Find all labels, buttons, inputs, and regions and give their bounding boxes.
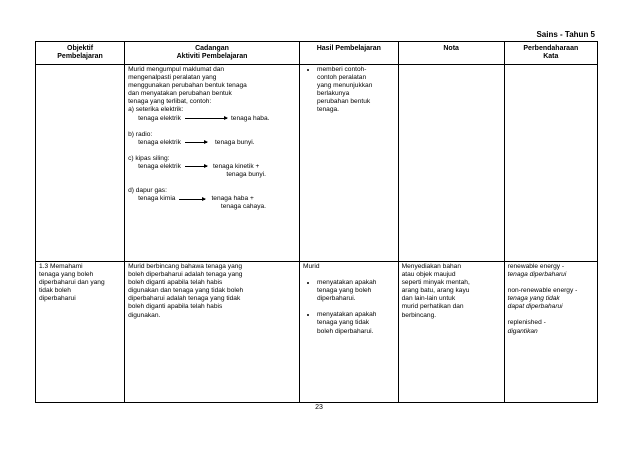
table-row — [36, 262, 598, 403]
vocab-term: non-renewable energy - — [507, 287, 578, 295]
energy-conversion: tenaga elektrik tenaga haba. — [138, 114, 270, 122]
objective-cell: 1.3 Memahami tenaga yang boleh diperbaharui dan yang tidak boleh diperbaharui — [36, 262, 125, 403]
header-hasil: Hasil Pembelajaran — [300, 42, 399, 65]
page-number: 23 — [315, 404, 323, 411]
objective-cell — [36, 65, 125, 262]
activity-text: dan menyatakan perubahan bentuk — [128, 90, 232, 98]
outcome-list — [303, 66, 395, 115]
activity-text: Murid mengumpul maklumat dan — [128, 66, 225, 73]
example-label: b) radio: — [128, 130, 153, 138]
energy-conversion: tenaga kimia tenaga haba + — [138, 195, 254, 203]
list-item: • memberi contoh- contoh peralatan yang menunjukkan berlakunya perubahan bentuk tenaga. — [317, 66, 395, 115]
vocab-term: renewable energy - — [507, 263, 565, 270]
energy-conversion: tenaga elektrik tenaga bunyi. — [138, 138, 255, 146]
energy-conversion: tenaga elektrik tenaga kinetik + — [138, 162, 260, 170]
table-row — [36, 65, 598, 262]
vocab-translation: tenaga yang tidak — [507, 295, 560, 303]
syllabus-table — [35, 41, 598, 403]
vocab-translation: digantikan — [507, 327, 538, 335]
header-nota: Nota — [398, 42, 504, 65]
activity-text: menggunakan perubahan bentuk tenaga — [128, 82, 247, 90]
vocab-cell — [504, 65, 597, 262]
list-item: • menyatakan apakah tenaga yang tidak boleh diperbaharui. — [317, 311, 395, 335]
arrow-right-icon — [185, 142, 207, 143]
table-header-row — [36, 42, 598, 65]
outcome-intro: Murid — [303, 263, 320, 270]
example-label: d) dapur gas: — [128, 187, 167, 195]
activity-text: mengenalpasti peralatan yang — [128, 74, 217, 82]
list-item: • menyatakan apakah tenaga yang boleh diperbaharui. — [317, 279, 395, 303]
activity-text: tenaga yang terlibat, contoh: — [128, 98, 212, 106]
outcome-list — [303, 279, 395, 336]
activity-cell: Murid mengumpul maklumat dan mengenalpasti peralatan yang menggunakan perubahan bentuk tenaga dan menyatakan perubahan bentuk tenaga yang terlibat, contoh: a) seterika elektrik: tenaga elektrik tenaga haba. b) radio: tenaga elektrik tenaga bunyi. c) kipas siling: tenaga elektrik tenaga kinetik + tenaga bunyi. d) dapur gas: tenaga kimia tenaga haba + tenaga cahaya. — [125, 65, 300, 262]
outcome-cell — [300, 65, 399, 262]
arrow-right-icon — [179, 199, 205, 200]
header-objektif: Objektif Pembelajaran — [36, 42, 125, 65]
vocab-translation: dapat diperbaharui — [507, 303, 563, 311]
arrow-right-icon — [185, 166, 207, 167]
note-cell: Menyediakan bahan atau objek maujud seperti minyak mentah, arang batu, arang kayu dan lain-lain untuk murid perhatikan dan berbincang. — [398, 262, 504, 403]
example-label: a) seterika elektrik: — [128, 106, 184, 114]
arrow-right-icon — [185, 118, 227, 119]
example-label: c) kipas siling: — [128, 154, 170, 162]
vocab-cell — [504, 262, 597, 403]
page-header-title: Sains - Tahun 5 — [536, 30, 595, 39]
vocab-term: replenished - — [507, 319, 546, 327]
vocab-translation: tenaga diperbaharui — [507, 271, 567, 279]
activity-cell: Murid berbincang bahawa tenaga yang boleh diperbaharui adalah tenaga yang boleh diganti apabila telah habis digunakan dan tenaga yang tidak boleh diperbaharui adalah tenaga yang tidak boleh diganti apabila telah habis digunakan. — [125, 262, 300, 403]
note-cell — [398, 65, 504, 262]
header-cadangan: Cadangan Aktiviti Pembelajaran — [125, 42, 300, 65]
outcome-cell — [300, 262, 399, 403]
header-perbendaharaan: Perbendaharaan Kata — [504, 42, 597, 65]
